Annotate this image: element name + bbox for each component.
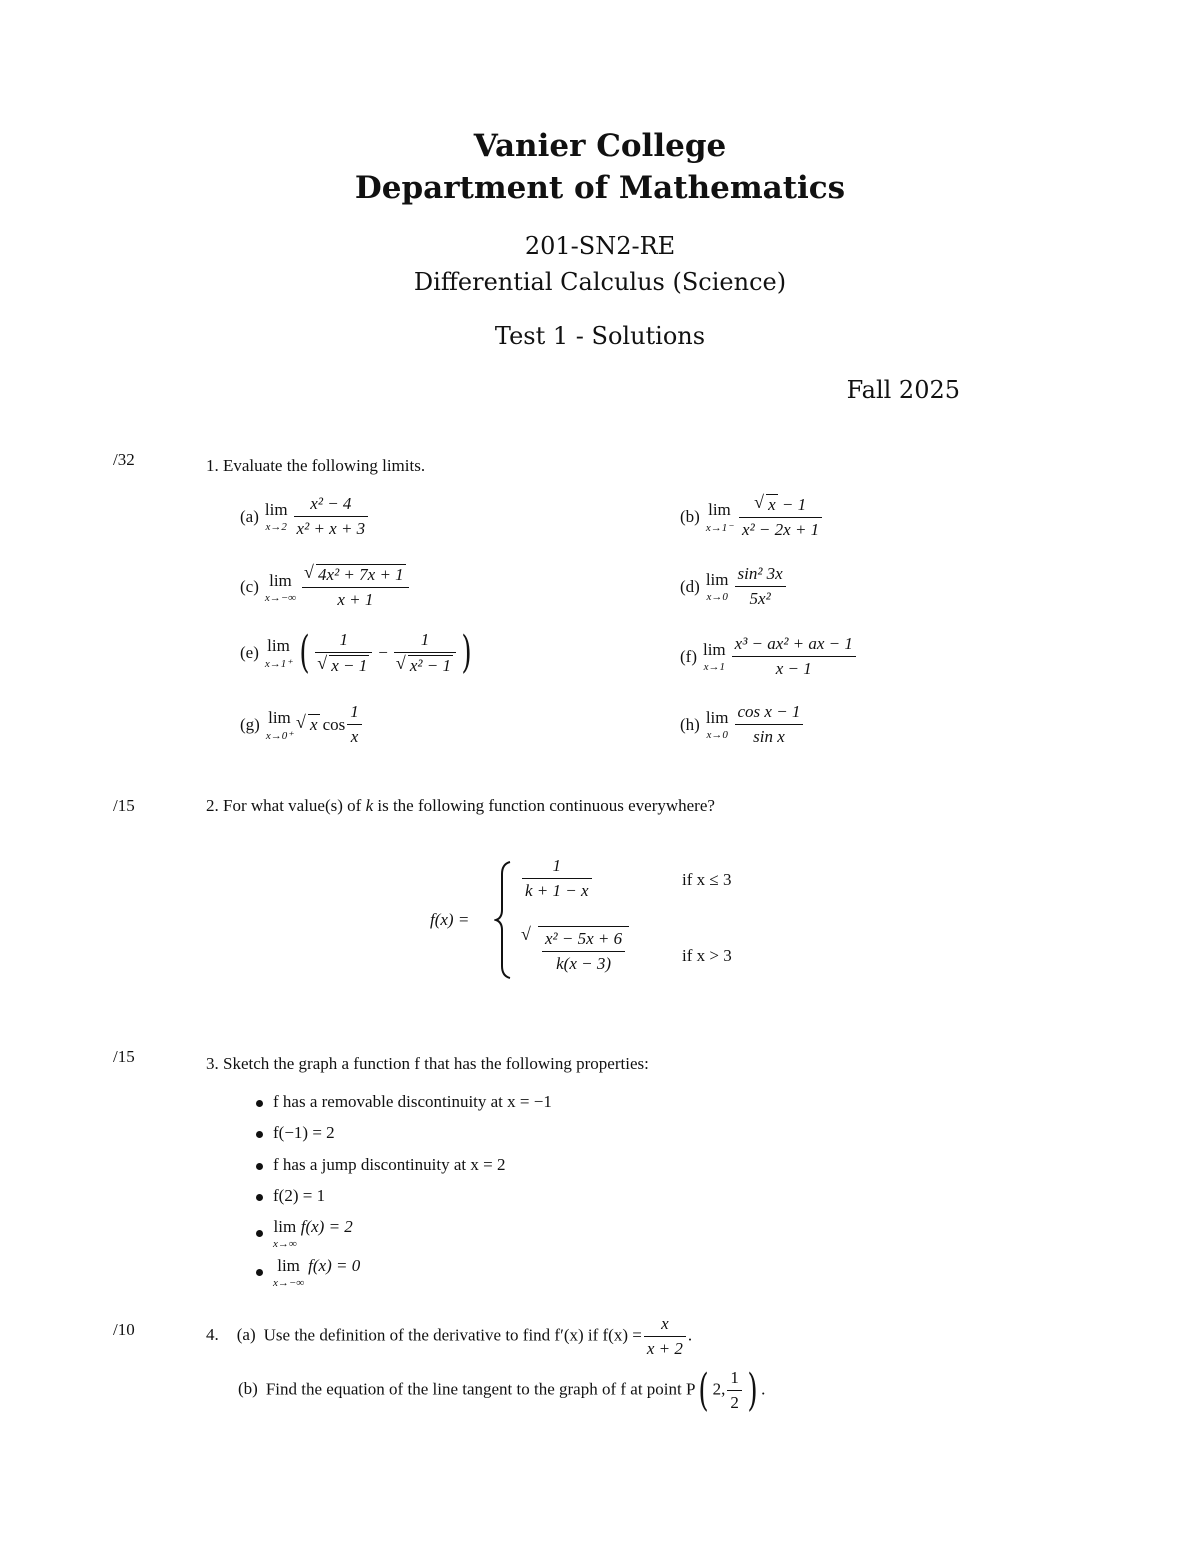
q1-part-c bbox=[240, 564, 411, 610]
test-title: Test 1 - Solutions bbox=[494, 322, 706, 350]
left-paren: ( bbox=[299, 627, 310, 678]
q1-points: /32 bbox=[113, 450, 135, 469]
q1-part-a bbox=[240, 494, 370, 539]
fraction: 1 √ x − 1 bbox=[315, 630, 372, 676]
lim-operator: lim x→1⁺ bbox=[264, 636, 293, 670]
list-item: lim x→∞ f(x) = 2 bbox=[256, 1217, 353, 1250]
lim-operator: lim x→0⁺ bbox=[265, 707, 294, 742]
part-label: (c) bbox=[240, 577, 259, 596]
lim-operator: lim x→0 bbox=[705, 708, 729, 741]
part-label: (h) bbox=[680, 714, 700, 734]
cos-fn: cos bbox=[322, 714, 346, 734]
q2-number: 2. bbox=[206, 796, 219, 815]
q3-number: 3. bbox=[206, 1054, 219, 1073]
q3-properties bbox=[256, 1092, 856, 1292]
part-label: (d) bbox=[680, 576, 700, 596]
fraction: $\frac{\text{x² − 4}}{\text{x² + x + 3}}$ bbox=[294, 494, 369, 539]
fraction: $\frac{\text{x³ − ax² + ax − 1}}{x - 1}$ bbox=[732, 634, 856, 679]
lim-operator: lim x→1⁻ bbox=[705, 500, 734, 534]
part-label: (e) bbox=[240, 643, 259, 662]
q4-part-b: (b) Find the equation of the line tangent to the graph of f at point P( 2, $\frac{1}{2}$ ) . bbox=[238, 1364, 766, 1416]
q1-part-b bbox=[680, 494, 824, 540]
q1-prompt-text: Evaluate the following limits. bbox=[223, 456, 426, 475]
fraction: 1 √ x² − 1 bbox=[394, 630, 456, 676]
lim-operator: lim x→1 bbox=[702, 640, 726, 673]
q4-number: 4. bbox=[206, 1325, 219, 1345]
sqrt-x: √ x bbox=[297, 714, 320, 735]
course-code: 201-SN2-RE bbox=[524, 232, 676, 260]
fraction: $\frac{\text{cos x − 1}}{\text{sin x}}$ bbox=[735, 702, 804, 747]
part-label: (a) bbox=[240, 506, 259, 526]
q4-part-a: 4. (a) Use the definition of the derivative to find f′(x) if f(x) = $\frac{x}{x + 2}$ . bbox=[206, 1314, 693, 1358]
list-item: f has a removable discontinuity at x = −1 bbox=[256, 1092, 552, 1112]
list-item: f(2) = 1 bbox=[256, 1186, 325, 1206]
term: Fall 2025 bbox=[846, 376, 960, 404]
q1-part-e bbox=[240, 627, 475, 678]
fraction: √ $\frac{x - 1}{\text{x² − 2x + 1}}$ bbox=[739, 494, 822, 540]
lim-operator: lim x→0 bbox=[705, 570, 729, 603]
fraction: $\frac{\text{sin² 3x}}{\text{5x²}}$ bbox=[735, 564, 786, 609]
q3-points: /15 bbox=[113, 1047, 135, 1066]
department-name: Department of Mathematics bbox=[354, 170, 846, 206]
list-item: lim x→−∞ f(x) = 0 bbox=[256, 1256, 360, 1289]
q1-number: 1. bbox=[206, 456, 219, 475]
q1-prompt bbox=[206, 456, 425, 476]
q2-prompt: 2. For what value(s) of k is the following function continuous everywhere? bbox=[206, 796, 715, 815]
left-brace bbox=[494, 860, 512, 980]
q1-part-d bbox=[680, 564, 788, 609]
part-label: (b) bbox=[680, 507, 700, 526]
minus-sign: − bbox=[378, 643, 388, 662]
case1-condition: if x ≤ 3 bbox=[682, 870, 732, 889]
case2-expr: √ $\frac{\text{x² − 5x + 6}}{k(x - 3)}$ bbox=[522, 926, 629, 974]
case1-expr: $\frac{1}{k + 1 - x}$ bbox=[520, 856, 594, 901]
right-paren: ) bbox=[461, 627, 472, 678]
fraction: $\frac{1}{x}$ bbox=[347, 702, 362, 747]
fraction: √ $\frac{\text{4x² + 7x + 1}}{x + 1}$ bbox=[302, 564, 409, 610]
course-name: Differential Calculus (Science) bbox=[413, 268, 787, 296]
college-name: Vanier College bbox=[473, 128, 727, 164]
q4-points: /10 bbox=[113, 1320, 135, 1339]
q1-part-h bbox=[680, 702, 805, 747]
q1-part-f bbox=[680, 634, 858, 679]
case2-condition: if x > 3 bbox=[682, 946, 732, 965]
part-label: (f) bbox=[680, 646, 697, 666]
list-item: f has a jump discontinuity at x = 2 bbox=[256, 1155, 505, 1175]
lim-operator: lim x→−∞ bbox=[264, 570, 297, 604]
q3-prompt: 3. Sketch the graph a function f that has the following properties: bbox=[206, 1054, 649, 1073]
piecewise-fx: f(x) = bbox=[430, 910, 470, 929]
q1-part-g bbox=[240, 702, 364, 747]
q2-points: /15 bbox=[113, 796, 135, 815]
part-label: (g) bbox=[240, 714, 260, 734]
lim-operator: lim x→2 bbox=[264, 500, 288, 533]
list-item: f(−1) = 2 bbox=[256, 1123, 335, 1143]
